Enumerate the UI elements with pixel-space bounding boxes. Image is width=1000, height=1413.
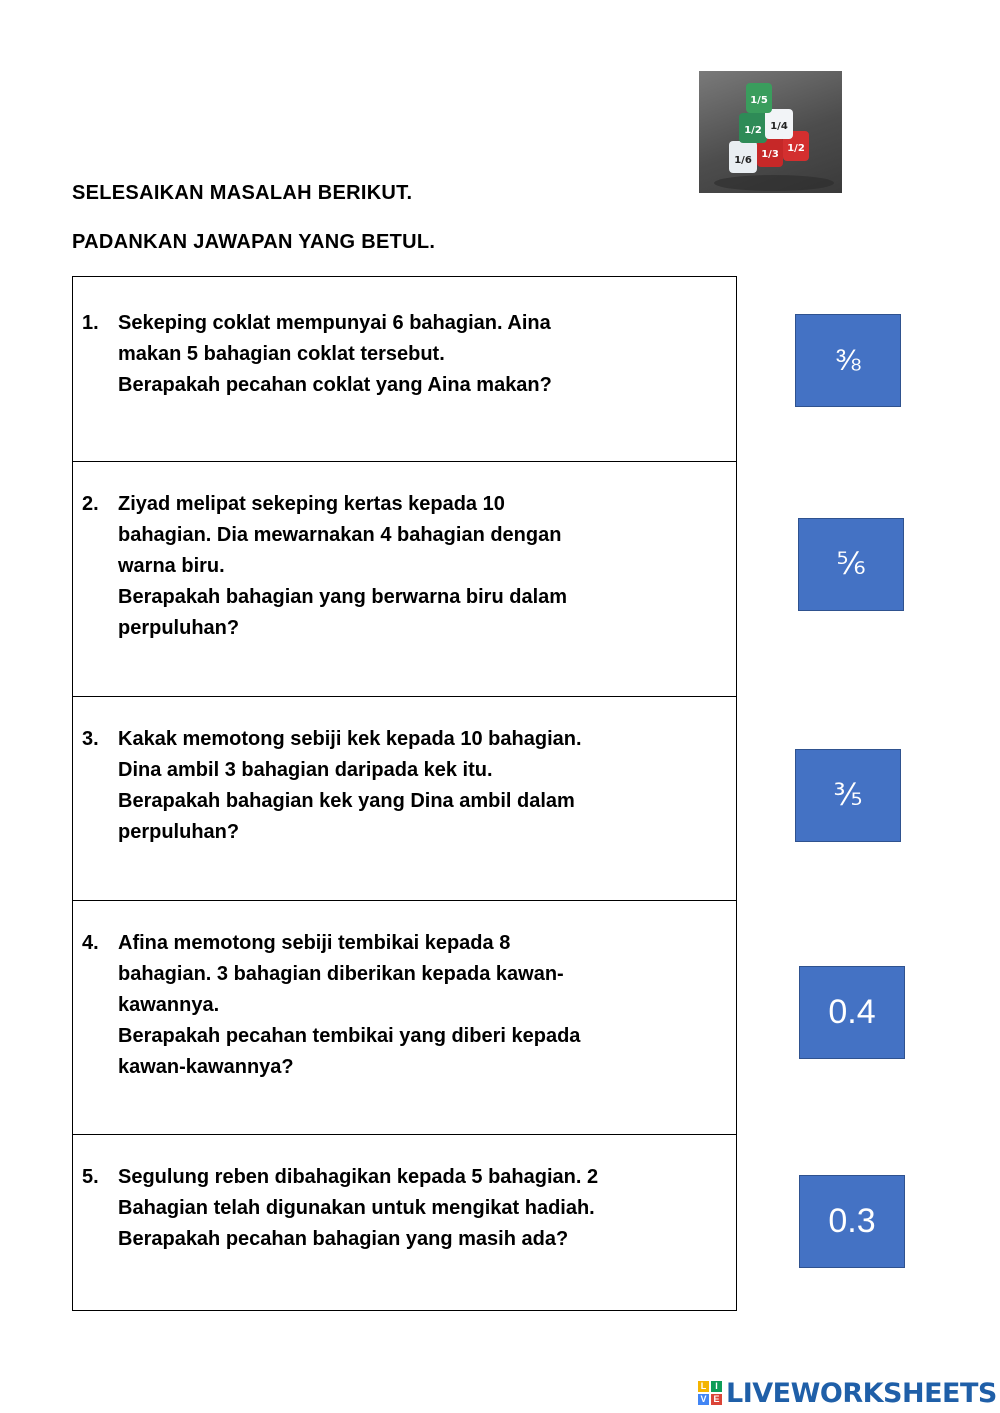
- question-line: kawannya.: [118, 994, 220, 1016]
- question-line: Bahagian telah digunakan untuk mengikat hadiah.: [118, 1197, 595, 1219]
- question-line: Kakak memotong sebiji kek kepada 10 bahagian.: [118, 728, 582, 750]
- question-line: Berapakah pecahan bahagian yang masih ada?: [118, 1228, 569, 1250]
- question-table: [72, 276, 737, 1311]
- answer-box-2[interactable]: ⅚: [798, 518, 904, 611]
- dice-illustration: [699, 71, 842, 193]
- answer-box-5[interactable]: 0.3: [799, 1175, 905, 1268]
- question-text: [118, 489, 724, 644]
- question-cell-1: [73, 277, 736, 462]
- logo-letter: I: [711, 1381, 722, 1392]
- question-line: Ziyad melipat sekeping kertas kepada 10: [118, 493, 505, 515]
- question-number: 5.: [82, 1166, 99, 1188]
- logo-text: LIVEWORKSHEETS: [726, 1377, 997, 1409]
- answer-box-3[interactable]: ⅗: [795, 749, 901, 842]
- dice-label: 1/3: [761, 149, 779, 160]
- question-number: 3.: [82, 728, 99, 750]
- question-line: perpuluhan?: [118, 821, 240, 843]
- question-line: bahagian. Dia mewarnakan 4 bahagian dengan: [118, 524, 562, 546]
- fraction-dice-image: [699, 71, 842, 193]
- question-line: kawan-kawannya?: [118, 1056, 294, 1078]
- question-text: [118, 308, 724, 401]
- question-line: Segulung reben dibahagikan kepada 5 bahagian. 2: [118, 1166, 599, 1188]
- logo-letter: E: [711, 1394, 722, 1405]
- question-line: Berapakah bahagian kek yang Dina ambil dalam: [118, 790, 575, 812]
- question-line: Sekeping coklat mempunyai 6 bahagian. Aina: [118, 312, 551, 334]
- question-line: bahagian. 3 bahagian diberikan kepada kawan-: [118, 963, 564, 985]
- question-cell-3: [73, 696, 736, 901]
- dice-label: 1/2: [744, 125, 762, 136]
- answer-box-4[interactable]: 0.4: [799, 966, 905, 1059]
- instruction-heading-2: PADANKAN JAWAPAN YANG BETUL.: [72, 231, 436, 253]
- question-line: Berapakah pecahan tembikai yang diberi kepada: [118, 1025, 581, 1047]
- instruction-heading-1: SELESAIKAN MASALAH BERIKUT.: [72, 182, 413, 204]
- question-line: Afina memotong sebiji tembikai kepada 8: [118, 932, 511, 954]
- liveworksheets-logo: [698, 1375, 997, 1411]
- question-number: 4.: [82, 932, 99, 954]
- question-text: [118, 724, 724, 848]
- logo-letter: V: [698, 1394, 709, 1405]
- question-line: Berapakah bahagian yang berwarna biru dalam: [118, 586, 568, 608]
- question-number: 2.: [82, 493, 99, 515]
- dice-label: 1/2: [787, 143, 805, 154]
- question-line: warna biru.: [118, 555, 225, 577]
- question-text: [118, 928, 724, 1083]
- dice-label: 1/4: [770, 121, 788, 132]
- question-cell-5: [73, 1134, 736, 1310]
- question-line: perpuluhan?: [118, 617, 240, 639]
- question-cell-4: [73, 900, 736, 1135]
- question-number: 1.: [82, 312, 99, 334]
- question-line: makan 5 bahagian coklat tersebut.: [118, 343, 445, 365]
- logo-icon: [698, 1381, 722, 1405]
- answer-box-1[interactable]: ⅜: [795, 314, 901, 407]
- question-line: Dina ambil 3 bahagian daripada kek itu.: [118, 759, 493, 781]
- dice-label: 1/6: [734, 155, 752, 166]
- dice-label: 1/5: [750, 95, 768, 106]
- logo-letter: L: [698, 1381, 709, 1392]
- question-line: Berapakah pecahan coklat yang Aina makan?: [118, 374, 552, 396]
- question-cell-2: [73, 461, 736, 697]
- question-text: [118, 1162, 724, 1255]
